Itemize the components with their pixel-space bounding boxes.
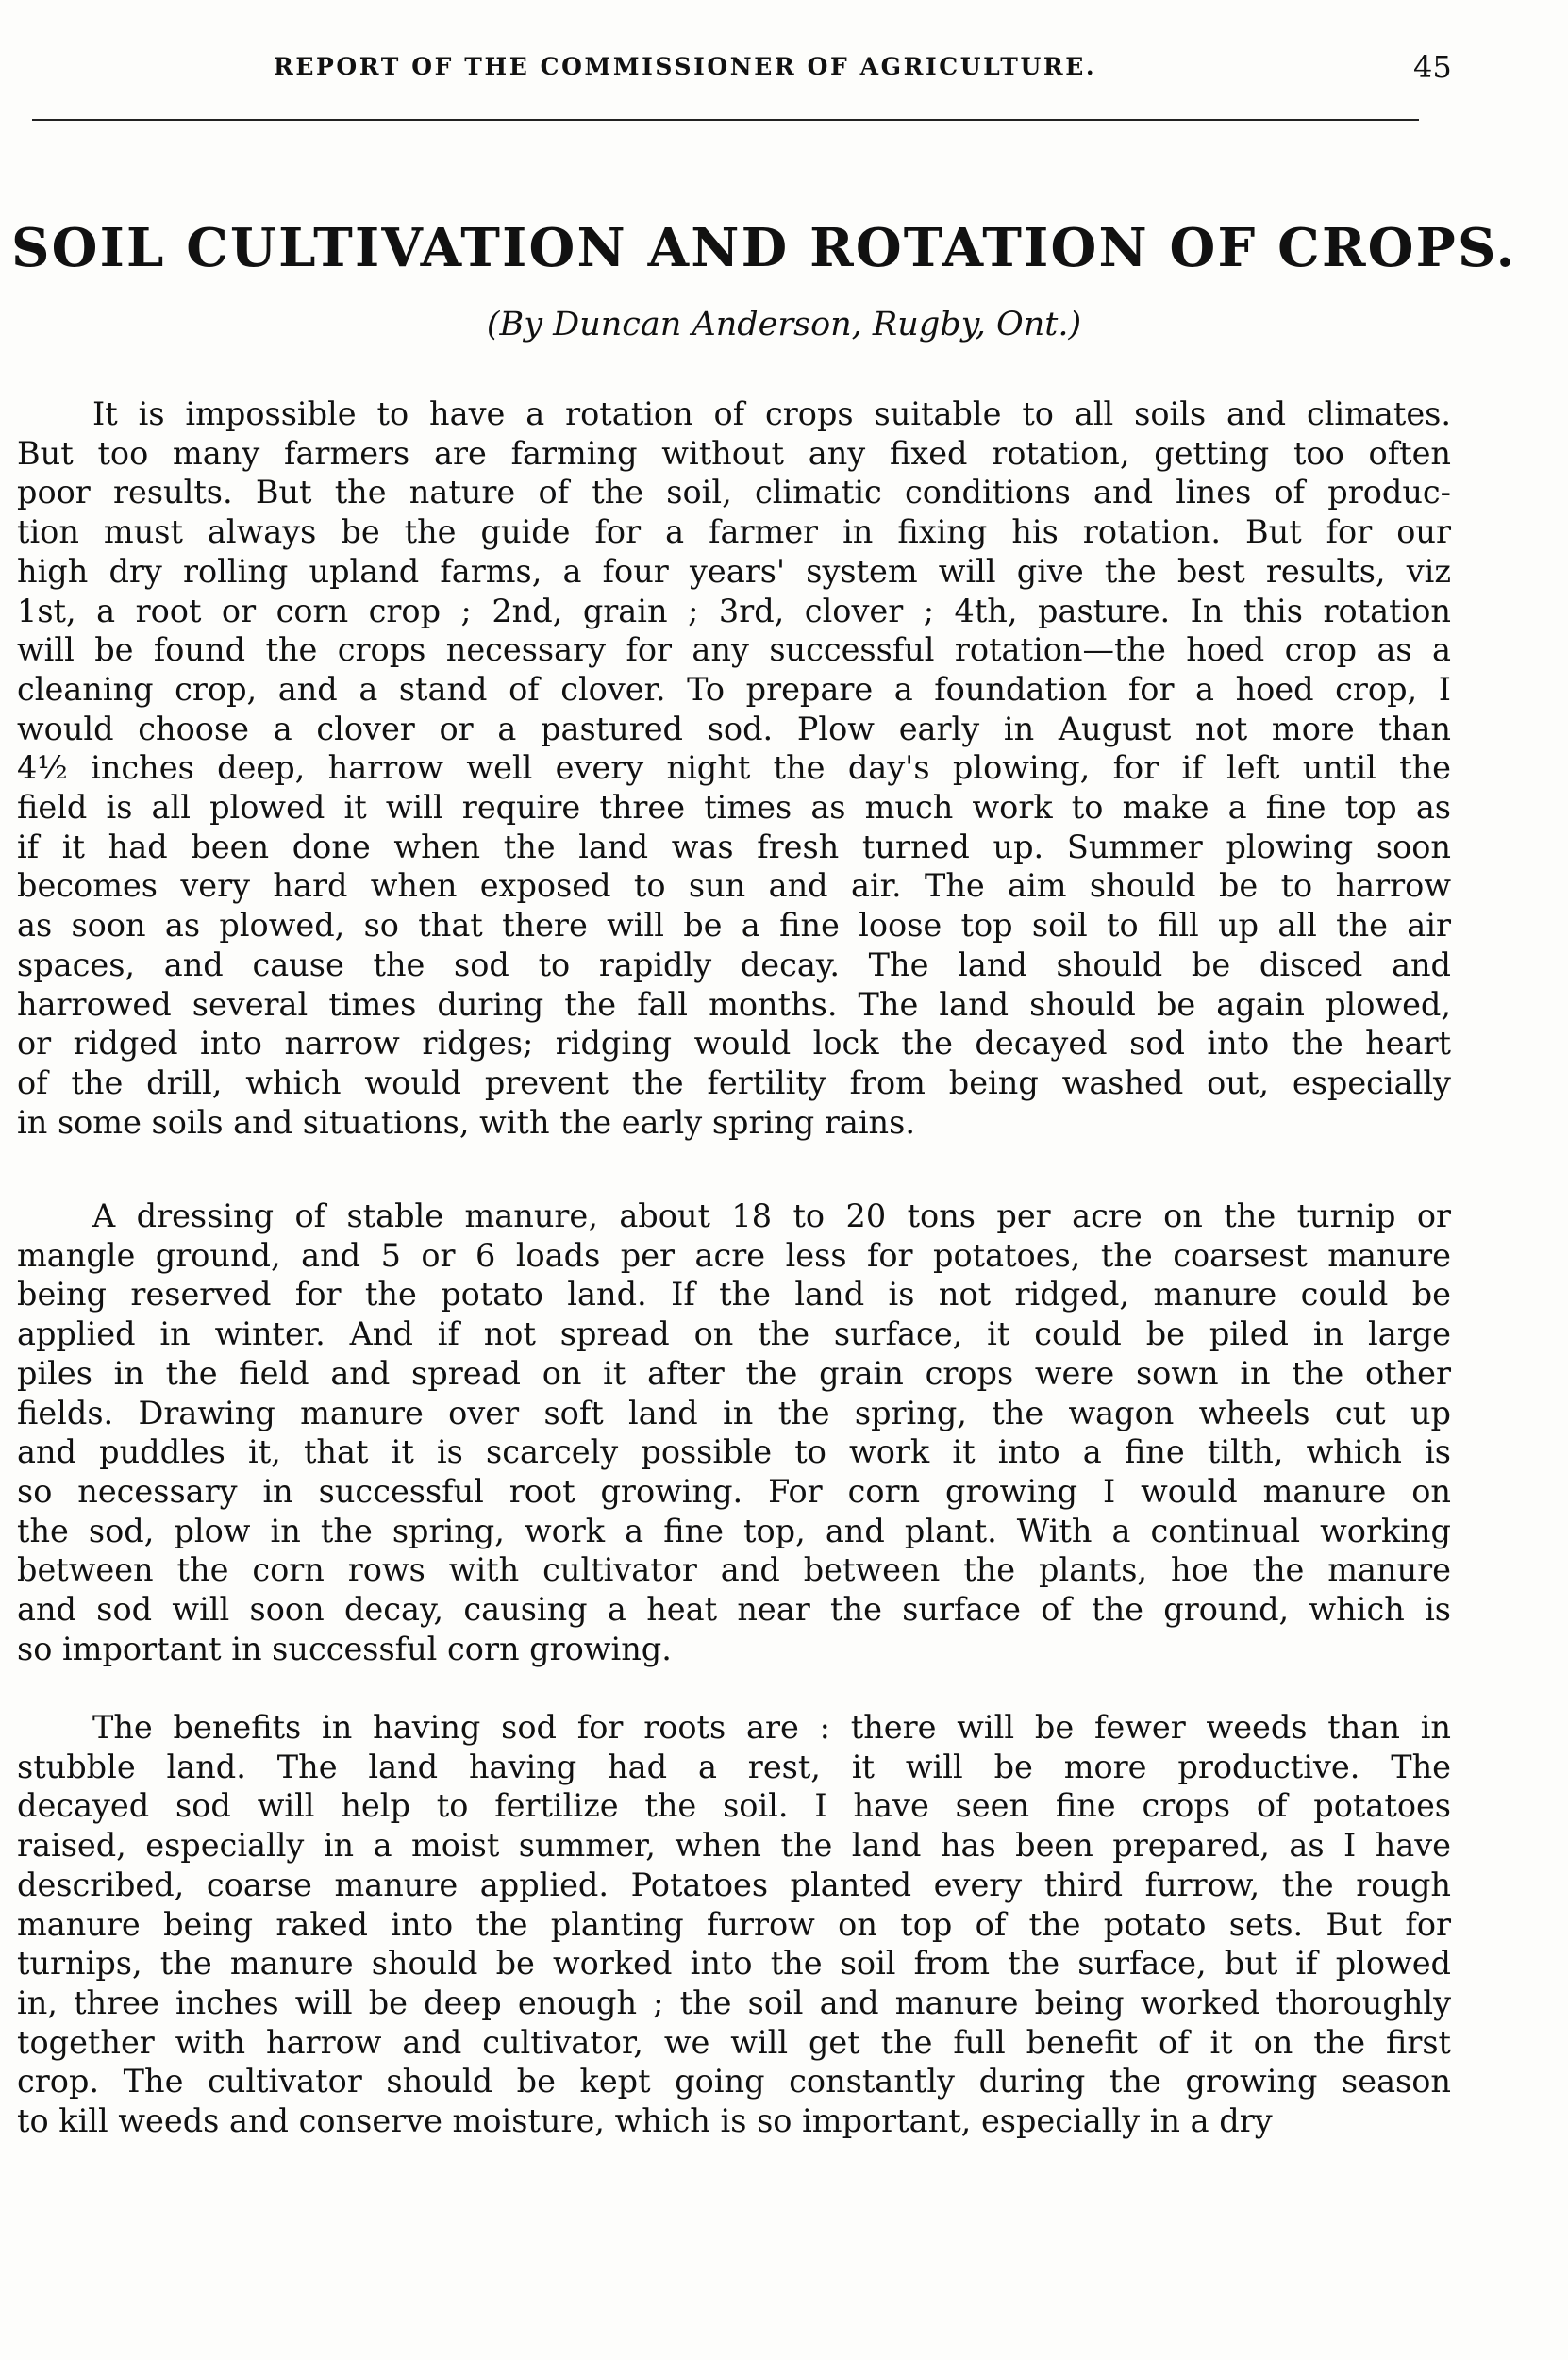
text-line: in some soils and situations, with the early spring rains. xyxy=(17,1103,915,1141)
text-line: if it had been done when the land was fresh turned up. Summer plowing soon xyxy=(17,828,1451,865)
text-line: becomes very hard when exposed to sun and air. The aim should be to harrow xyxy=(17,867,1451,905)
text-line: A dressing of stable manure, about 18 to 20 tons per acre on the turnip or xyxy=(92,1197,1451,1234)
text-line: raised, especially in a moist summer, when the land has been prepared, as I have xyxy=(17,1827,1451,1865)
paragraph-1 xyxy=(17,394,1451,1142)
text-line: poor results. But the nature of the soil, climatic conditions and lines of produc- xyxy=(17,474,1451,511)
text-line: so important in successful corn growing. xyxy=(17,1630,672,1667)
byline: (By Duncan Anderson, Rugby, Ont.) xyxy=(486,306,1082,343)
text-line: crop. The cultivator should be kept going constantly during the growing season xyxy=(17,2063,1451,2101)
text-line: of the drill, which would prevent the fertility from being washed out, especially xyxy=(17,1063,1451,1101)
text-line: mangle ground, and 5 or 6 loads per acre less for potatoes, the coarsest manure xyxy=(17,1236,1451,1274)
text-line: turnips, the manure should be worked into the soil from the surface, but if plowed xyxy=(17,1945,1451,1983)
text-line: applied in winter. And if not spread on the surface, it could be piled in large xyxy=(17,1315,1451,1353)
text-line: high dry rolling upland farms, a four years' system will give the best results, viz xyxy=(17,552,1451,590)
text-line: But too many farmers are farming without any fixed rotation, getting too often xyxy=(17,434,1451,472)
article-title: SOIL CULTIVATION AND ROTATION OF CROPS. xyxy=(11,217,1517,279)
text-line: between the corn rows with cultivator and between the plants, hoe the manure xyxy=(17,1551,1451,1589)
text-line: so necessary in successful root growing. For corn growing I would manure on xyxy=(17,1472,1451,1510)
text-line: cleaning crop, and a stand of clover. To prepare a foundation for a hoed crop, I xyxy=(17,670,1451,708)
text-line: 1st, a root or corn crop ; 2nd, grain ; 3rd, clover ; 4th, pasture. In this rotation xyxy=(17,592,1451,629)
text-line: spaces, and cause the sod to rapidly decay. The land should be disced and xyxy=(17,946,1451,983)
text-line: to kill weeds and conserve moisture, which is so important, especially in a dry xyxy=(17,2102,1273,2140)
text-line: or ridged into narrow ridges; ridging would lock the decayed sod into the heart xyxy=(17,1025,1451,1063)
text-line: as soon as plowed, so that there will be a fine loose top soil to fill up all the air xyxy=(17,907,1451,945)
text-line: and puddles it, that it is scarcely possible to work it into a fine tilth, which is xyxy=(17,1433,1451,1471)
text-line: together with harrow and cultivator, we will get the full benefit of it on the first xyxy=(17,2023,1451,2061)
paragraph-3 xyxy=(17,1708,1451,2141)
text-line: decayed sod will help to fertilize the soil. I have seen fine crops of potatoes xyxy=(17,1787,1451,1825)
text-line: 4½ inches deep, harrow well every night the day's plowing, for if left until the xyxy=(17,749,1451,787)
text-line: would choose a clover or a pastured sod. Plow early in August not more than xyxy=(17,710,1451,747)
text-line: field is all plowed it will require three times as much work to make a fine top as xyxy=(17,789,1451,827)
text-line: described, coarse manure applied. Potatoes planted every third furrow, the rough xyxy=(17,1866,1451,1903)
text-line: piles in the field and spread on it after the grain crops were sown in the other xyxy=(17,1354,1451,1392)
text-line: stubble land. The land having had a rest, it will be more productive. The xyxy=(17,1748,1451,1785)
text-line: harrowed several times during the fall months. The land should be again plowed, xyxy=(17,985,1451,1023)
page-number: 45 xyxy=(1413,49,1452,85)
running-head: REPORT OF THE COMMISSIONER OF AGRICULTURE. xyxy=(274,53,1097,80)
paragraph-2 xyxy=(17,1197,1451,1668)
text-line: and sod will soon decay, causing a heat near the surface of the ground, which is xyxy=(17,1591,1451,1629)
text-line: manure being raked into the planting furrow on top of the potato sets. But for xyxy=(17,1905,1451,1943)
header-rule xyxy=(32,119,1419,121)
text-line: will be found the crops necessary for any successful rotation—the hoed crop as a xyxy=(17,631,1451,669)
text-line: fields. Drawing manure over soft land in the spring, the wagon wheels cut up xyxy=(17,1394,1451,1431)
text-line: being reserved for the potato land. If the land is not ridged, manure could be xyxy=(17,1276,1451,1314)
text-line: tion must always be the guide for a farmer in fixing his rotation. But for our xyxy=(17,513,1451,551)
text-line: It is impossible to have a rotation of crops suitable to all soils and climates. xyxy=(92,395,1451,432)
text-line: in, three inches will be deep enough ; the soil and manure being worked thoroughly xyxy=(17,1983,1451,2021)
text-line: The benefits in having sod for roots are : there will be fewer weeds than in xyxy=(92,1709,1451,1746)
text-line: the sod, plow in the spring, work a fine top, and plant. With a continual working xyxy=(17,1512,1451,1549)
